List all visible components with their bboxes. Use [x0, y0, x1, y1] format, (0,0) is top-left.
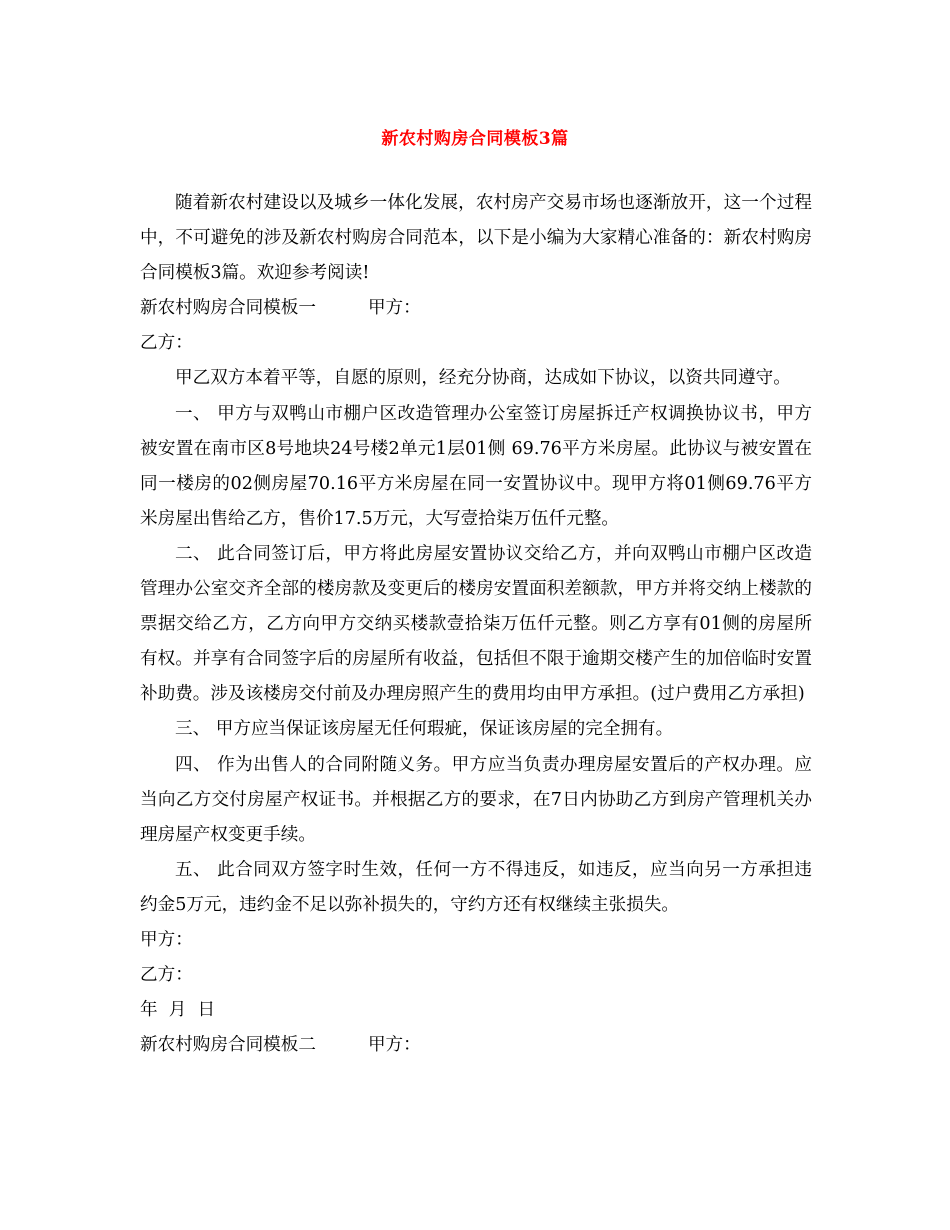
- template1-party-a-label: 甲方：: [367, 298, 421, 319]
- template2-heading-line: [140, 1028, 812, 1063]
- template1-clause-5: 五、 此合同双方签字时生效，任何一方不得违反，如违反，应当向另一方承担违约金5万元，违约金不足以弥补损失的，守约方还有权继续主张损失。: [140, 859, 812, 915]
- template1-heading-line: [140, 291, 812, 326]
- template1-preamble: 甲乙双方本着平等，自愿的原则，经充分协商，达成如下协议，以资共同遵守。: [175, 368, 791, 389]
- template1-party-b-label: 乙方：: [140, 333, 193, 354]
- document-title: 新农村购房合同模板3篇: [381, 129, 569, 149]
- template1-clause-3: 三、 甲方应当保证该房屋无任何瑕疵，保证该房屋的完全拥有。: [175, 719, 674, 740]
- template1-clause-2: 二、 此合同签订后，甲方将此房屋安置协议交给乙方，并向双鸭山市棚户区改造管理办公室交齐全部的楼房款及变更后的楼房安置面积差额款，甲方并将交纳上楼款的票据交给乙方，乙方向甲方交纳买楼款壹拾柒万伍仟元整。则乙方享有01侧的房屋所有权。并享有合同签字后的房屋所有收益，包括但不限于逾期交楼产生的加倍临时安置补助费。涉及该楼房交付前及办理房照产生的费用均由甲方承担。(过户费用乙方承担): [140, 543, 812, 705]
- template1-sign-date: 年 月 日: [140, 1000, 216, 1021]
- template1-heading: 新农村购房合同模板一: [140, 298, 316, 319]
- document-body: [140, 186, 812, 1063]
- template2-heading: 新农村购房合同模板二: [140, 1035, 316, 1056]
- template1-sign-party-a: 甲方：: [140, 929, 193, 950]
- template1-clause-1: 一、 甲方与双鸭山市棚户区改造管理办公室签订房屋拆迁产权调换协议书，甲方被安置在南市区8号地块24号楼2单元1层01侧 69.76平方米房屋。此协议与被安置在同一楼房的02侧房屋70.16平方米房屋在同一安置协议中。现甲方将01侧69.76平方米房屋出售给乙方，售价17.5万元，大写壹拾柒万伍仟元整。: [140, 403, 812, 529]
- template1-clause-4: 四、 作为出售人的合同附随义务。甲方应当负责办理房屋安置后的产权办理。应当向乙方交付房屋产权证书。并根据乙方的要求，在7日内协助乙方到房产管理机关办理房屋产权变更手续。: [140, 754, 812, 845]
- template2-party-a-label: 甲方：: [367, 1035, 421, 1056]
- template1-sign-party-b: 乙方：: [140, 965, 193, 986]
- intro-paragraph: 随着新农村建设以及城乡一体化发展，农村房产交易市场也逐渐放开，这一个过程中，不可避免的涉及新农村购房合同范本，以下是小编为大家精心准备的：新农村购房合同模板3篇。欢迎参考阅读!: [140, 193, 812, 284]
